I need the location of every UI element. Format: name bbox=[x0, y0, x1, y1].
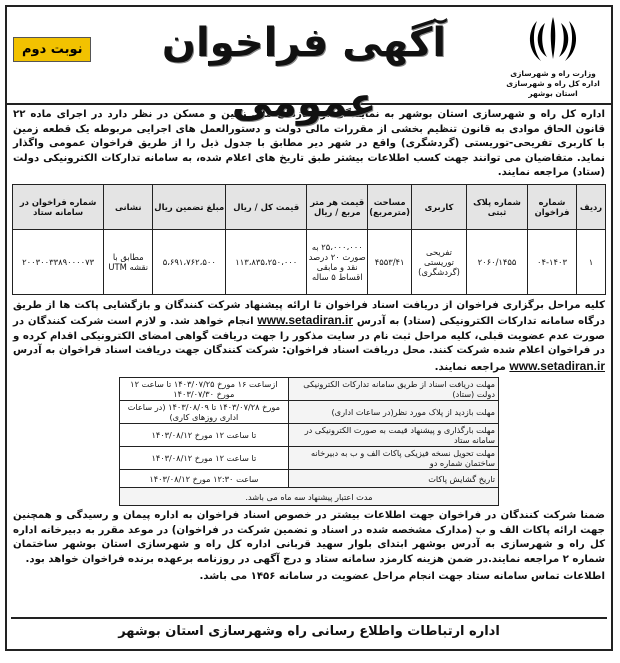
closing-paragraph: ضمنا شرکت کنندگان در فراخوان جهت اطلاعات بیشتر در خصوص اسناد فراخوان به اداره پیمان و رسیدگی و همچنین جهت ارائه پاکات الف و ب (مدارک مشخصه شده در اسناد و تضمین شرکت در فراخوان) در موعد مقرر به دبیرخانه اداره کل راه و شهرسازی به آدرس بوشهر ابتدای بلوار سهید قربانی اداره کل راه و شهرسازی استان بوشهر ساختمان شماره ۲ مراجعه نمایند.در ضمن هزینه کارمزد سامانه ستاد و درج آگهی در روزنامه برعهده برنده فراخوان خواهد بود. bbox=[13, 510, 605, 565]
column-header: شماره پلاک ثبتی bbox=[467, 184, 528, 229]
page-title: آگهی فراخوان عمومی bbox=[161, 20, 447, 126]
validity-note: مدت اعتبار پیشنهاد سه ماه می باشد. bbox=[120, 488, 499, 506]
schedule-label: تاریخ گشایش پاکات bbox=[288, 470, 498, 488]
schedule-value: تا ساعت ۱۲ مورخ ۱۴۰۳/۰۸/۱۲ bbox=[120, 424, 289, 447]
schedule-value: تا ساعت ۱۲ مورخ ۱۴۰۳/۰۸/۱۲ bbox=[120, 447, 289, 470]
org-line-2: اداره کل راه و شهرسازی bbox=[506, 79, 600, 88]
schedule-row bbox=[120, 424, 499, 447]
procedure-paragraph bbox=[7, 295, 611, 376]
column-header: قیمت هر متر مربع / ریال bbox=[307, 184, 368, 229]
procedure-text-4: مراجعه نمایند. bbox=[434, 361, 506, 373]
column-header: مبلغ تضمین ریال bbox=[153, 184, 226, 229]
column-header: ردیف bbox=[577, 184, 606, 229]
column-header: نشانی bbox=[104, 184, 153, 229]
cell-guarantee: ۵،۶۹۱،۷۶۲،۵۰۰ bbox=[153, 229, 226, 294]
procedure-text-1: کلیه مراحل برگزاری فراخوان از دریافت اسناد فراخوان تا ارائه پیشنهاد شرکت کنندگان و بازگشایی پاکت ها از طریق درگاه سامانه تدارکات الکترونیکی (ستاد) به آدرس bbox=[13, 299, 606, 327]
announcement-page bbox=[5, 5, 613, 651]
cell-total-price: ۱۱۳،۸۳۵،۲۵۰،۰۰۰ bbox=[226, 229, 307, 294]
schedule-table bbox=[119, 377, 499, 506]
iran-emblem-icon bbox=[523, 13, 583, 65]
schedule-label: مهلت بارگذاری و پیشنهاد قیمت به صورت الکترونیکی در سامانه ستاد bbox=[288, 424, 498, 447]
schedule-label: مهلت دریافت اسناد از طریق سامانه تدارکات الکترونیکی دولت (ستاد) bbox=[288, 378, 498, 401]
schedule-note-row bbox=[120, 488, 499, 506]
footer-publisher: اداره ارتباطات واطلاع رسانی راه وشهرسازی استان بوشهر bbox=[11, 617, 607, 645]
procedure-text-3: محل دریافت اسناد فراخوان: شرکت کنندگان جهت دریافت اسناد فراخوان به آدرس bbox=[13, 345, 426, 356]
cell-area: ۴۵۵۳/۴۱ bbox=[368, 229, 412, 294]
ministry-logo bbox=[503, 13, 603, 99]
setad-link-2[interactable]: www.setadiran.ir bbox=[509, 358, 605, 373]
schedule-row bbox=[120, 378, 499, 401]
schedule-value: مورخ ۱۴۰۳/۰۷/۲۸ تا ۱۴۰۳/۰۸/۰۹ (در ساعات اداری روزهای کاری) bbox=[120, 401, 289, 424]
cell-usage: تفریحی توریستی (گردشگری) bbox=[412, 229, 467, 294]
schedule-row bbox=[120, 447, 499, 470]
column-header: قیمت کل / ریال bbox=[226, 184, 307, 229]
schedule-value: ازساعت ۱۶ مورخ ۱۴۰۳/۰۷/۲۵ تا ساعت ۱۲ مورخ ۱۴۰۳/۰۷/۳۰ bbox=[120, 378, 289, 401]
procedure-text-2: انجام خواهد شد. و لازم است شرکت کنندگان در صورت عدم عضویت قبلی، کلیه مراحل ثبت نام در سایت مذکور را جهت دریافت گواهی امضای الکترونیکی اقدام کرده و در فراخوان اعلام شده شرکت کنند. bbox=[13, 316, 606, 356]
cell-unit-price: ۲۵،۰۰۰،۰۰۰ به صورت ۲۰ درصد نقد و مابقی اقساط ۵ ساله bbox=[307, 229, 368, 294]
schedule-row bbox=[120, 401, 499, 424]
column-header: مساحت (مترمربع) bbox=[368, 184, 412, 229]
column-header: کاربری bbox=[412, 184, 467, 229]
schedule-label: مهلت تحویل نسخه فیزیکی پاکات الف و ب به دبیرخانه ساختمان شماره دو bbox=[288, 447, 498, 470]
schedule-row bbox=[120, 470, 499, 488]
contact-paragraph: اطلاعات تماس سامانه ستاد جهت انجام مراحل عضویت در سامانه ۱۴۵۶ می باشد. bbox=[199, 571, 605, 582]
cell-plot-number: ۲۰۶۰/۱۴۵۵ bbox=[467, 229, 528, 294]
cell-call-number: ۰۴-۱۴۰۳ bbox=[528, 229, 577, 294]
cell-address: مطابق با نقشه UTM bbox=[104, 229, 153, 294]
table-header-row bbox=[13, 184, 606, 229]
org-line-3: استان بوشهر bbox=[528, 89, 578, 98]
header bbox=[7, 7, 611, 126]
column-header: شماره فراخوان در سامانه ستاد bbox=[13, 184, 104, 229]
org-line-1: وزارت راه و شهرسازی bbox=[510, 69, 596, 78]
schedule-value: ساعت ۱۲:۳۰ مورخ ۱۴۰۳/۰۸/۱۲ bbox=[120, 470, 289, 488]
intro-paragraph: اداره کل راه و شهرسازی استان بوشهر به نمایندگی از سازمان ملی زمین و مسکن در نظر دارد در اجرای ماده ۲۲ قانون الحاق موادی به قانون تنظیم بخشی از مقررات مالی دولت و دستورالعمل های اجرایی مربوطه یک قطعه زمین با کاربری تفریحی-توریستی (گردشگری) واقع در شهر دیر مطابق با جدول ذیل را از طریق فراخوان عمومی واگذار نماید. متقاضیان می توانند جهت کسب اطلاعات بیشتر طبق تاریخ های اعلام شده، به سامانه تدارکات الکترونیکی دولت (ستاد) مراجعه نمایند. bbox=[13, 109, 605, 178]
parcel-table bbox=[12, 184, 606, 295]
cell-setad-number: ۲۰۰۳۰۰۳۳۸۹۰۰۰۰۷۳ bbox=[13, 229, 104, 294]
cell-row-number: ۱ bbox=[577, 229, 606, 294]
column-header: شماره فراخوان bbox=[528, 184, 577, 229]
table-row bbox=[13, 229, 606, 294]
round-badge: نوبت دوم bbox=[13, 37, 91, 62]
setad-link[interactable]: www.setadiran.ir bbox=[257, 313, 354, 327]
schedule-label: مهلت بازدید از پلاک مورد نظر(در ساعات اداری) bbox=[288, 401, 498, 424]
